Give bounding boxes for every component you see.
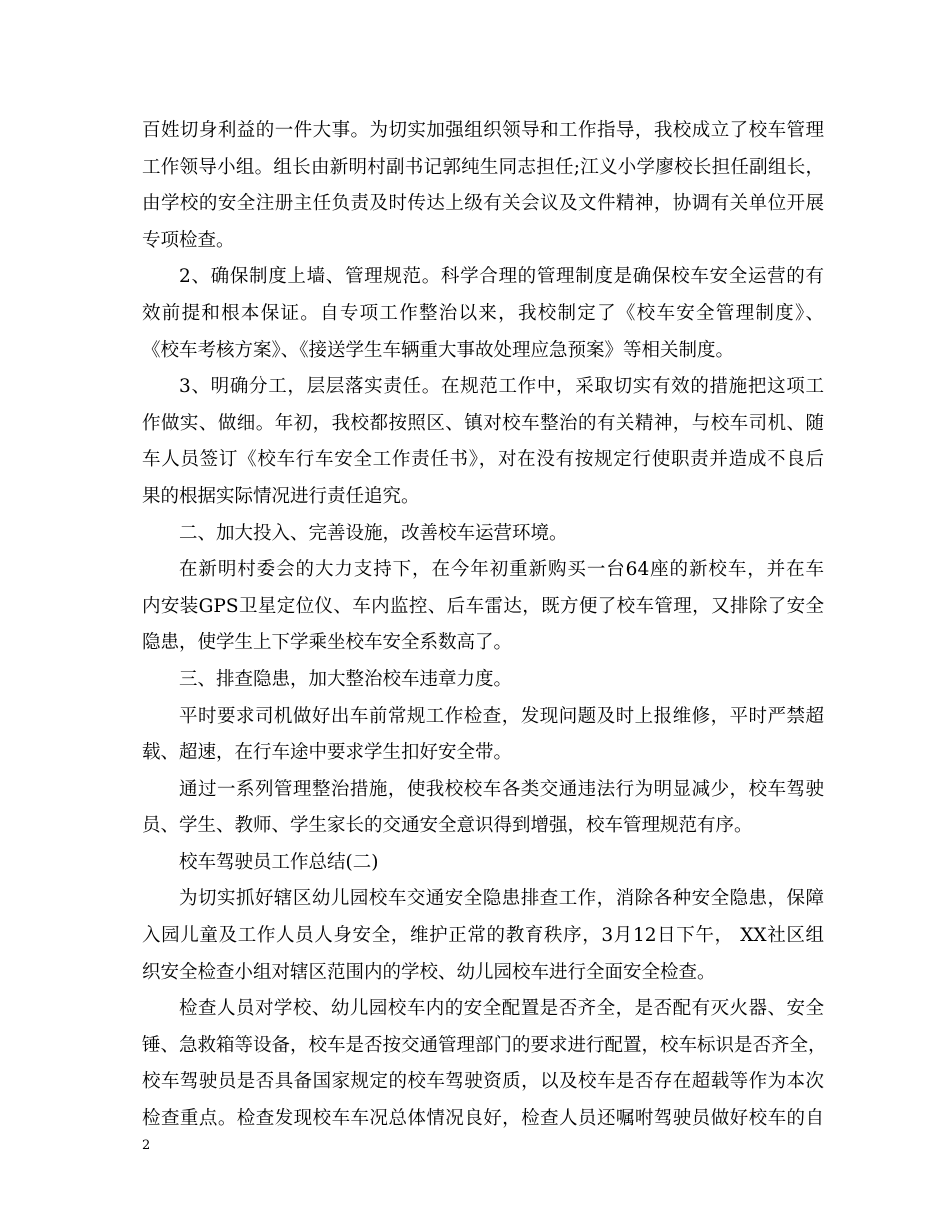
text-line-4: 专项检查。 [142, 229, 235, 251]
text-line-25: 检查人员对学校、幼儿园校车内的安全配置是否齐全，是否配有灭火器、安全 [179, 998, 824, 1020]
text-line-18: 载、超速，在行车途中要求学生扣好安全带。 [142, 742, 513, 764]
text-line-9: 作做实、做细。年初，我校都按照区、镇对校车整治的有关精神，与校车司机、随 [142, 412, 824, 434]
document-subtitle: 校车驾驶员工作总结(二) [179, 851, 379, 873]
text-line-5: 2、确保制度上墙、管理规范。科学合理的管理制度是确保校车安全运营的有 [179, 266, 824, 288]
text-line-15: 隐患，使学生上下学乘坐校车安全系数高了。 [142, 632, 513, 654]
text-line-1: 百姓切身利益的一件大事。为切实加强组织领导和工作指导，我校成立了校车管理 [142, 120, 824, 141]
text-line-7: 《校车考核方案》、《接送学生车辆重大事故处理应急预案》等相关制度。 [142, 339, 735, 361]
section-heading-3: 三、排查隐患，加大整治校车违章力度。 [179, 668, 513, 690]
text-line-3: 由学校的安全注册主任负责及时传达上级有关会议及文件精神，协调有关单位开展 [142, 193, 824, 215]
text-line-11: 果的根据实际情况进行责任追究。 [142, 485, 420, 507]
body-text [142, 113, 827, 1138]
text-line-24: 织安全检查小组对辖区范围内的学校、幼儿园校车进行全面安全检查。 [142, 961, 716, 983]
text-line-26: 锤、急救箱等设备，校车是否按交通管理部门的要求进行配置，校车标识是否齐全， [142, 1034, 827, 1056]
text-line-27: 校车驾驶员是否具备国家规定的校车驾驶资质，以及校车是否存在超载等作为本次 [142, 1071, 824, 1093]
text-line-6: 效前提和根本保证。自专项工作整治以来，我校制定了《校车安全管理制度》、 [142, 302, 824, 324]
text-line-28: 检查重点。检查发现校车车况总体情况良好，检查人员还嘱咐驾驶员做好校车的自 [142, 1108, 824, 1130]
text-line-8: 3、明确分工，层层落实责任。在规范工作中，采取切实有效的措施把这项工 [179, 376, 824, 398]
page-number: 2 [142, 1138, 151, 1153]
text-line-10: 车人员签订《校车行车安全工作责任书》，对在没有按规定行使职责并造成不良后 [142, 449, 824, 471]
section-heading-2: 二、加大投入、完善设施，改善校车运营环境。 [179, 522, 568, 544]
text-line-17: 平时要求司机做好出车前常规工作检查，发现问题及时上报维修，平时严禁超 [179, 705, 824, 727]
text-line-20: 员、学生、教师、学生家长的交通安全意识得到增强，校车管理规范有序。 [142, 815, 753, 837]
text-line-19: 通过一系列管理整治措施，使我校校车各类交通违法行为明显减少，校车驾驶 [179, 778, 824, 800]
text-line-13: 在新明村委会的大力支持下，在今年初重新购买一台64座的新校车，并在车 [179, 559, 824, 581]
text-line-14: 内安装GPS卫星定位仪、车内监控、后车雷达，既方便了校车管理，又排除了安全 [142, 595, 824, 617]
text-line-22: 为切实抓好辖区幼儿园校车交通安全隐患排查工作，消除各种安全隐患，保障 [179, 888, 824, 910]
text-line-2: 工作领导小组。组长由新明村副书记郭纯生同志担任;江义小学廖校长担任副组长， [142, 156, 824, 178]
text-line-23: 入园儿童及工作人员人身安全，维护正常的教育秩序，3月12日下午， XX社区组 [142, 925, 824, 947]
